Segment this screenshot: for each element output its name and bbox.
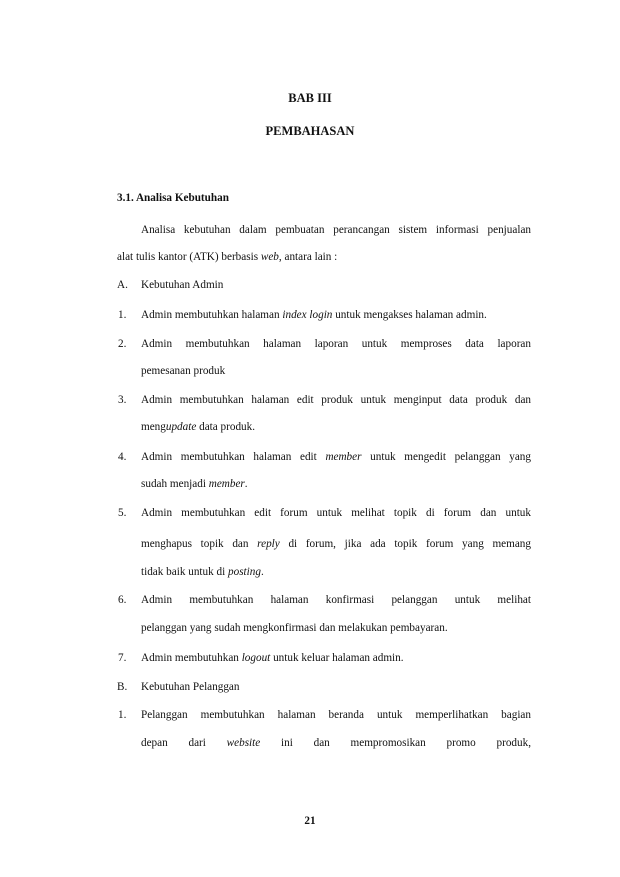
- list-item-continuation: [141, 736, 531, 750]
- item-text-end: untuk mengakses halaman admin.: [332, 309, 487, 321]
- group-a-marker: A.: [117, 279, 128, 291]
- list-item: Admin membutuhkan halaman konfirmasi pelanggan untuk melihat: [141, 594, 531, 606]
- item-text-end: data produk.: [196, 421, 256, 433]
- item-emphasis: update: [165, 421, 197, 433]
- item-emphasis: index login: [282, 309, 333, 321]
- list-item-number: 2.: [118, 338, 127, 350]
- item-text: Admin membutuhkan halaman: [141, 309, 283, 321]
- item-text-end: untuk keluar halaman admin.: [270, 652, 404, 664]
- list-item-number: 3.: [118, 394, 127, 406]
- intro-emphasis: web: [260, 251, 279, 263]
- item-text-end: ini dan mempromosikan promo produk,: [260, 737, 531, 749]
- list-item-number: 1.: [118, 309, 127, 321]
- list-item: [141, 651, 404, 665]
- list-item: Admin membutuhkan halaman laporan untuk memproses data laporan: [141, 338, 531, 350]
- intro-line-1: Analisa kebutuhan dalam pembuatan perancangan sistem informasi penjualan: [141, 224, 531, 236]
- item-emphasis: member: [325, 451, 362, 463]
- list-item-continuation: pemesanan produk: [141, 365, 226, 377]
- item-text: menghapus topik dan: [141, 538, 258, 550]
- list-item-continuation: [141, 537, 531, 551]
- list-item-number: 6.: [118, 594, 127, 606]
- list-item: Admin membutuhkan edit forum untuk melihat topik di forum dan untuk: [141, 507, 531, 519]
- intro-line-2: [117, 250, 337, 264]
- item-emphasis: member: [208, 478, 245, 490]
- group-b-label: Kebutuhan Pelanggan: [141, 681, 240, 693]
- item-text: sudah menjadi: [141, 478, 209, 490]
- list-item-number: 5.: [118, 507, 127, 519]
- section-title: Analisa Kebutuhan: [135, 192, 229, 204]
- item-text: tidak baik untuk di: [141, 566, 229, 578]
- list-item-continuation: [141, 565, 264, 579]
- chapter-title: PEMBAHASAN: [265, 124, 355, 138]
- item-text: Admin membutuhkan halaman edit: [141, 451, 326, 463]
- page-number: 21: [304, 815, 316, 827]
- list-item-continuation: [141, 477, 248, 491]
- list-item-continuation: pelanggan yang sudah mengkonfirmasi dan melakukan pembayaran.: [141, 622, 448, 634]
- item-text-end: .: [244, 478, 248, 490]
- list-item: Pelanggan membutuhkan halaman beranda untuk memperlihatkan bagian: [141, 709, 531, 721]
- item-emphasis: posting: [228, 566, 261, 578]
- item-text-end: .: [260, 566, 264, 578]
- item-text-end: untuk mengedit pelanggan yang: [361, 451, 531, 463]
- list-item-number: 1.: [118, 709, 127, 721]
- item-text: meng: [141, 421, 166, 433]
- item-emphasis: website: [226, 737, 261, 749]
- intro-text: alat tulis kantor (ATK) berbasis: [117, 251, 261, 263]
- item-text: Admin membutuhkan: [141, 652, 242, 664]
- intro-text-end: , antara lain :: [278, 251, 338, 263]
- section-heading: [117, 191, 229, 205]
- item-emphasis: logout: [241, 652, 271, 664]
- list-item-continuation: [141, 420, 255, 434]
- group-b-marker: B.: [117, 681, 128, 693]
- list-item-number: 7.: [118, 652, 127, 664]
- item-text: depan dari: [141, 737, 227, 749]
- list-item: [141, 308, 487, 322]
- list-item: [141, 450, 531, 464]
- list-item: Admin membutuhkan halaman edit produk untuk menginput data produk dan: [141, 394, 531, 406]
- group-a-label: Kebutuhan Admin: [141, 279, 224, 291]
- item-emphasis: reply: [257, 538, 280, 550]
- list-item-number: 4.: [118, 451, 127, 463]
- chapter-heading: BAB III: [288, 91, 332, 105]
- item-text-end: di forum, jika ada topik forum yang memang: [279, 538, 531, 550]
- section-number: 3.1.: [117, 192, 134, 204]
